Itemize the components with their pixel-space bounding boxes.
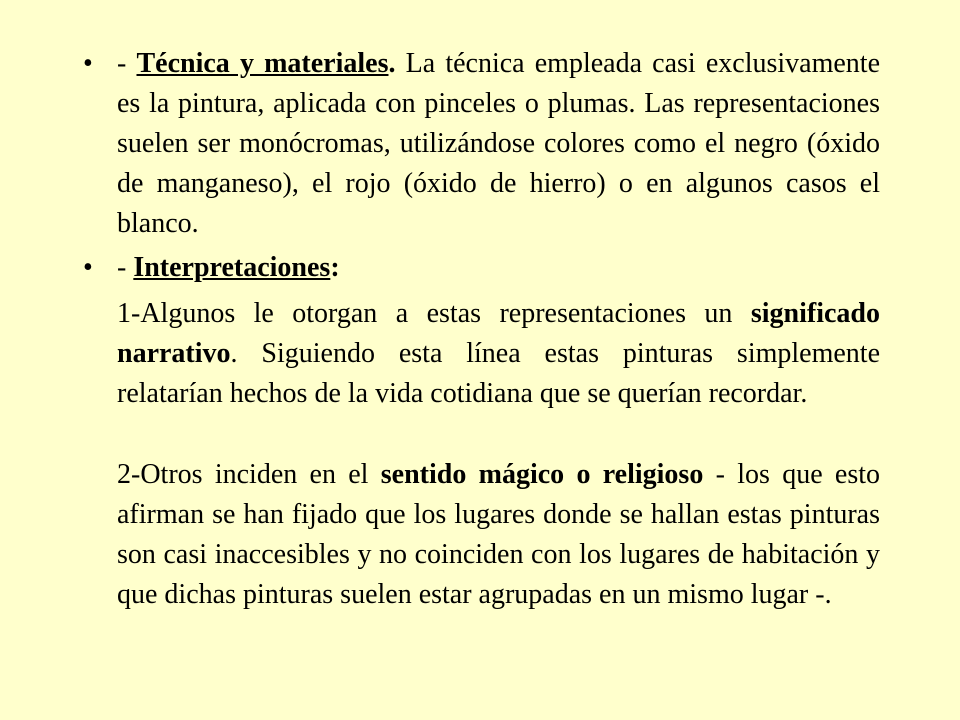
section-interpretaciones (117, 248, 880, 288)
bullet-marker-1: • (83, 48, 93, 79)
paragraph-magico-rest: - los que esto afirman se han fijado que los lugares donde se hallan estas pinturas son casi inaccesibles y no coinciden con los lugares de habitación y que dichas pinturas suelen estar agrupadas en un mismo lugar -. (117, 459, 881, 610)
paragraph-narrativo-bold: significado narrativo (117, 298, 880, 369)
section-interpretaciones-heading: Interpretaciones (133, 252, 331, 283)
bullet-marker-2: • (83, 252, 93, 283)
paragraph-magico-bold: sentido mágico o religioso (380, 459, 704, 490)
paragraph-magico-lead: 2-Otros inciden en el (117, 459, 381, 490)
section-tecnica (117, 44, 880, 244)
section-tecnica-prefix: - (117, 48, 137, 79)
paragraph-narrativo-rest: . Siguiendo esta línea estas pinturas simplemente relatarían hechos de la vida cotidiana que se querían recordar. (117, 338, 880, 409)
paragraph-magico (117, 455, 880, 615)
section-tecnica-heading: Técnica y materiales (136, 48, 389, 79)
paragraph-narrativo (117, 294, 880, 414)
section-interpretaciones-prefix: - (117, 252, 134, 283)
section-tecnica-body: La técnica empleada casi exclusivamente es la pintura, aplicada con pinceles o plumas. Las representaciones suelen ser monócromas, utilizándose colores como el negro (óxido de manganeso), el rojo (óxido de hierro) o en algunos casos el blanco. (117, 48, 880, 239)
paragraph-narrativo-lead: 1-Algunos le otorgan a estas representaciones un (117, 298, 751, 329)
section-interpretaciones-heading-end: : (330, 252, 340, 283)
section-tecnica-heading-end: . (388, 48, 396, 79)
